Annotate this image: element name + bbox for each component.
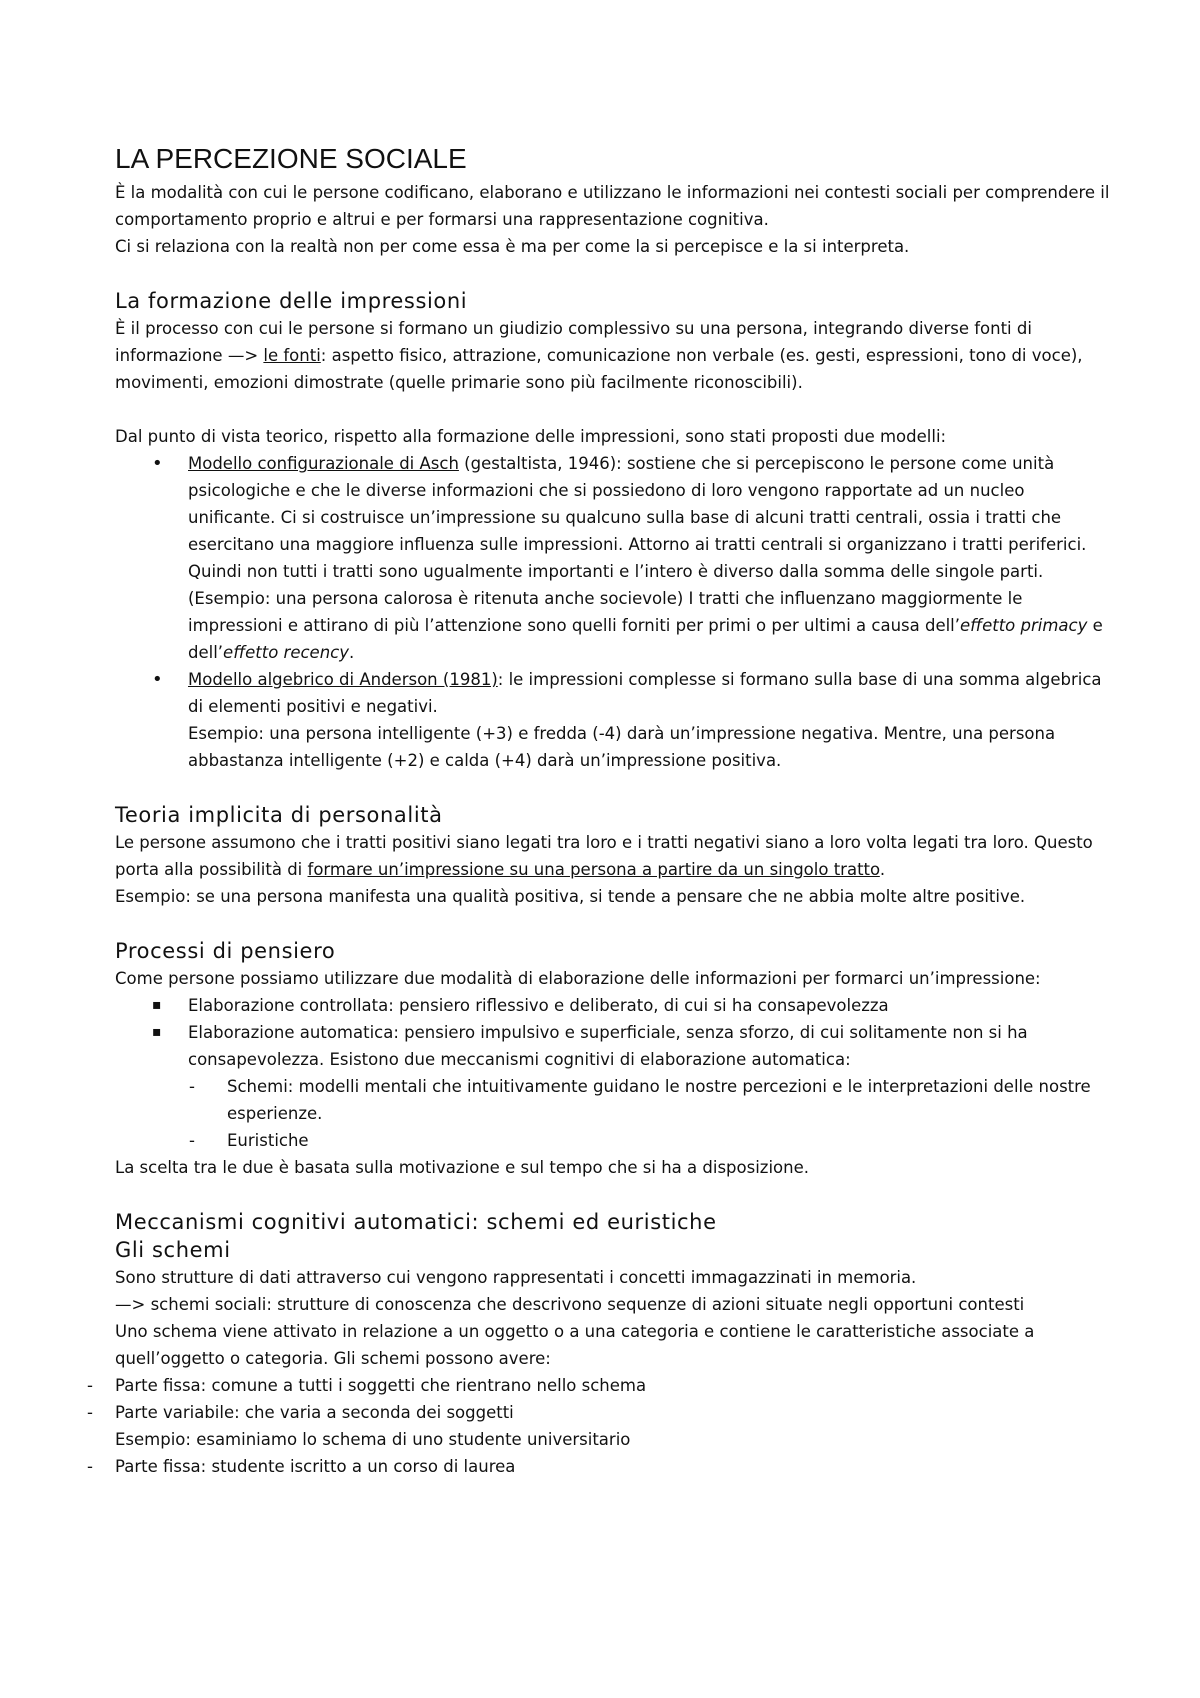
underlined-term: le fonti xyxy=(263,346,321,365)
list-item-anderson xyxy=(115,666,1115,774)
underlined-term: formare un’impressione su una persona a partire da un singolo tratto xyxy=(307,860,880,879)
intro-paragraph: È la modalità con cui le persone codificano, elaborano e utilizzano le informazioni nei contesti sociali per comprendere il comportamento proprio e altrui e per formarsi una rappresentazione cognitiva. xyxy=(115,183,1110,229)
intro-paragraph-2: Ci si relaziona con la realtà non per come essa è ma per come la si percepisce e la si interpreta. xyxy=(115,237,910,256)
list-item-asch xyxy=(115,450,1115,666)
spacer xyxy=(115,910,1115,937)
text-run: È il processo con cui le persone si formano un giudizio complessivo su una persona, integrando diverse fonti di informazione —> xyxy=(115,319,1032,365)
schemi-paragraph: Sono strutture di dati attraverso cui vengono rappresentati i concetti immagazzinati in memoria. xyxy=(115,1268,917,1287)
text-run: . xyxy=(349,643,355,662)
heading-schemi: Gli schemi xyxy=(115,1238,231,1262)
teoria-paragraph xyxy=(115,829,1115,883)
models-intro: Dal punto di vista teorico, rispetto alla formazione delle impressioni, sono stati proposti due modelli: xyxy=(115,427,947,446)
processi-paragraph: Come persone possiamo utilizzare due modalità di elaborazione delle informazioni per formarci un’impressione: xyxy=(115,969,1041,988)
underlined-term: Modello algebrico di Anderson (1981) xyxy=(188,670,498,689)
schemi-example-list xyxy=(115,1453,1115,1480)
list-item: - Parte variabile: che varia a seconda dei soggetti xyxy=(115,1399,1115,1426)
text-run: Le persone assumono che i tratti positivi siano legati tra loro e i tratti negativi siano a loro volta legati tra loro. Questo porta alla possibilità di xyxy=(115,833,1093,879)
spacer xyxy=(115,396,1115,423)
list-item: ▪ Elaborazione controllata: pensiero riflessivo e deliberato, di cui si ha consapevolezza xyxy=(115,992,1115,1019)
list-item: - Euristiche xyxy=(115,1127,1115,1154)
list-item: - Schemi: modelli mentali che intuitivamente guidano le nostre percezioni e le interpretazioni delle nostre esperienze. xyxy=(115,1073,1115,1127)
page-title: LA PERCEZIONE SOCIALE xyxy=(115,143,467,174)
formazione-paragraph xyxy=(115,315,1115,396)
example-text: Esempio: una persona intelligente (+3) e fredda (-4) darà un’impressione negativa. Mentre, una persona abbastanza intelligente (+2) e calda (+4) darà un’impressione positiva. xyxy=(188,724,1056,770)
list-item: - Parte fissa: studente iscritto a un corso di laurea xyxy=(115,1453,1115,1480)
spacer xyxy=(115,1181,1115,1208)
heading-formazione: La formazione delle impressioni xyxy=(115,289,468,313)
italic-term: effetto primacy xyxy=(960,616,1088,635)
schemi-paragraph-2: —> schemi sociali: strutture di conoscenza che descrivono sequenze di azioni situate negli opportuni contesti xyxy=(115,1295,1025,1314)
text-run: : le impressioni complesse si formano sulla base di una somma algebrica di elementi positivi e negativi. xyxy=(188,670,1102,716)
heading-teoria: Teoria implicita di personalità xyxy=(115,803,443,827)
list-item: ▪ Elaborazione automatica: pensiero impulsivo e superficiale, senza sforzo, di cui solitamente non si ha consapevolezza. Esistono due meccanismi cognitivi di elaborazione automatica: xyxy=(115,1019,1115,1073)
text-run: e dell’ xyxy=(188,616,1103,662)
text-run: . xyxy=(879,860,886,879)
teoria-example: Esempio: se una persona manifesta una qualità positiva, si tende a pensare che ne abbia molte altre positive. xyxy=(115,887,1026,906)
text-run: (gestaltista, 1946): sostiene che si percepiscono le persone come unità psicologiche e che le diverse informazioni che si possiedono di loro vengono rapportate ad un nucleo unificante. Ci si costruisce un’impressione su qualcuno sulla base di alcuni tratti centrali, ossia i tratti che esercitano una maggiore influenza sulle impressioni. Attorno ai tratti centrali si organizzano i tratti periferici. Quindi non tutti i tratti sono ugualmente importanti e l’intero è diverso dalla somma delle singole parti. (Esempio: una persona calorosa è ritenuta anche socievole) I tratti che influenzano maggiormente le impressioni e attirano di più l’attenzione sono quelli forniti per primi o per ultimi a causa dell’ xyxy=(188,454,1087,635)
processi-sublist xyxy=(115,1073,1115,1154)
spacer xyxy=(115,260,1115,287)
models-list xyxy=(115,450,1115,774)
spacer xyxy=(115,774,1115,801)
heading-processi: Processi di pensiero xyxy=(115,939,336,963)
underlined-term: Modello configurazionale di Asch xyxy=(188,454,459,473)
processi-conclusion: La scelta tra le due è basata sulla motivazione e sul tempo che si ha a disposizione. xyxy=(115,1158,809,1177)
processi-list xyxy=(115,992,1115,1073)
list-item: - Parte fissa: comune a tutti i soggetti che rientrano nello schema xyxy=(115,1372,1115,1399)
schemi-example: Esempio: esaminiamo lo schema di uno studente universitario xyxy=(115,1430,631,1449)
schemi-parts-list xyxy=(115,1372,1115,1426)
italic-term: effetto recency xyxy=(223,643,349,662)
heading-meccanismi: Meccanismi cognitivi automatici: schemi ed euristiche xyxy=(115,1210,717,1234)
schemi-paragraph-3: Uno schema viene attivato in relazione a un oggetto o a una categoria e contiene le caratteristiche associate a quell’oggetto o categoria. Gli schemi possono avere: xyxy=(115,1322,1035,1368)
text-run: : aspetto fisico, attrazione, comunicazione non verbale (es. gesti, espressioni, tono di voce), movimenti, emozioni dimostrate (quelle primarie sono più facilmente riconoscibili). xyxy=(115,346,1083,392)
document-body xyxy=(115,143,1115,1480)
